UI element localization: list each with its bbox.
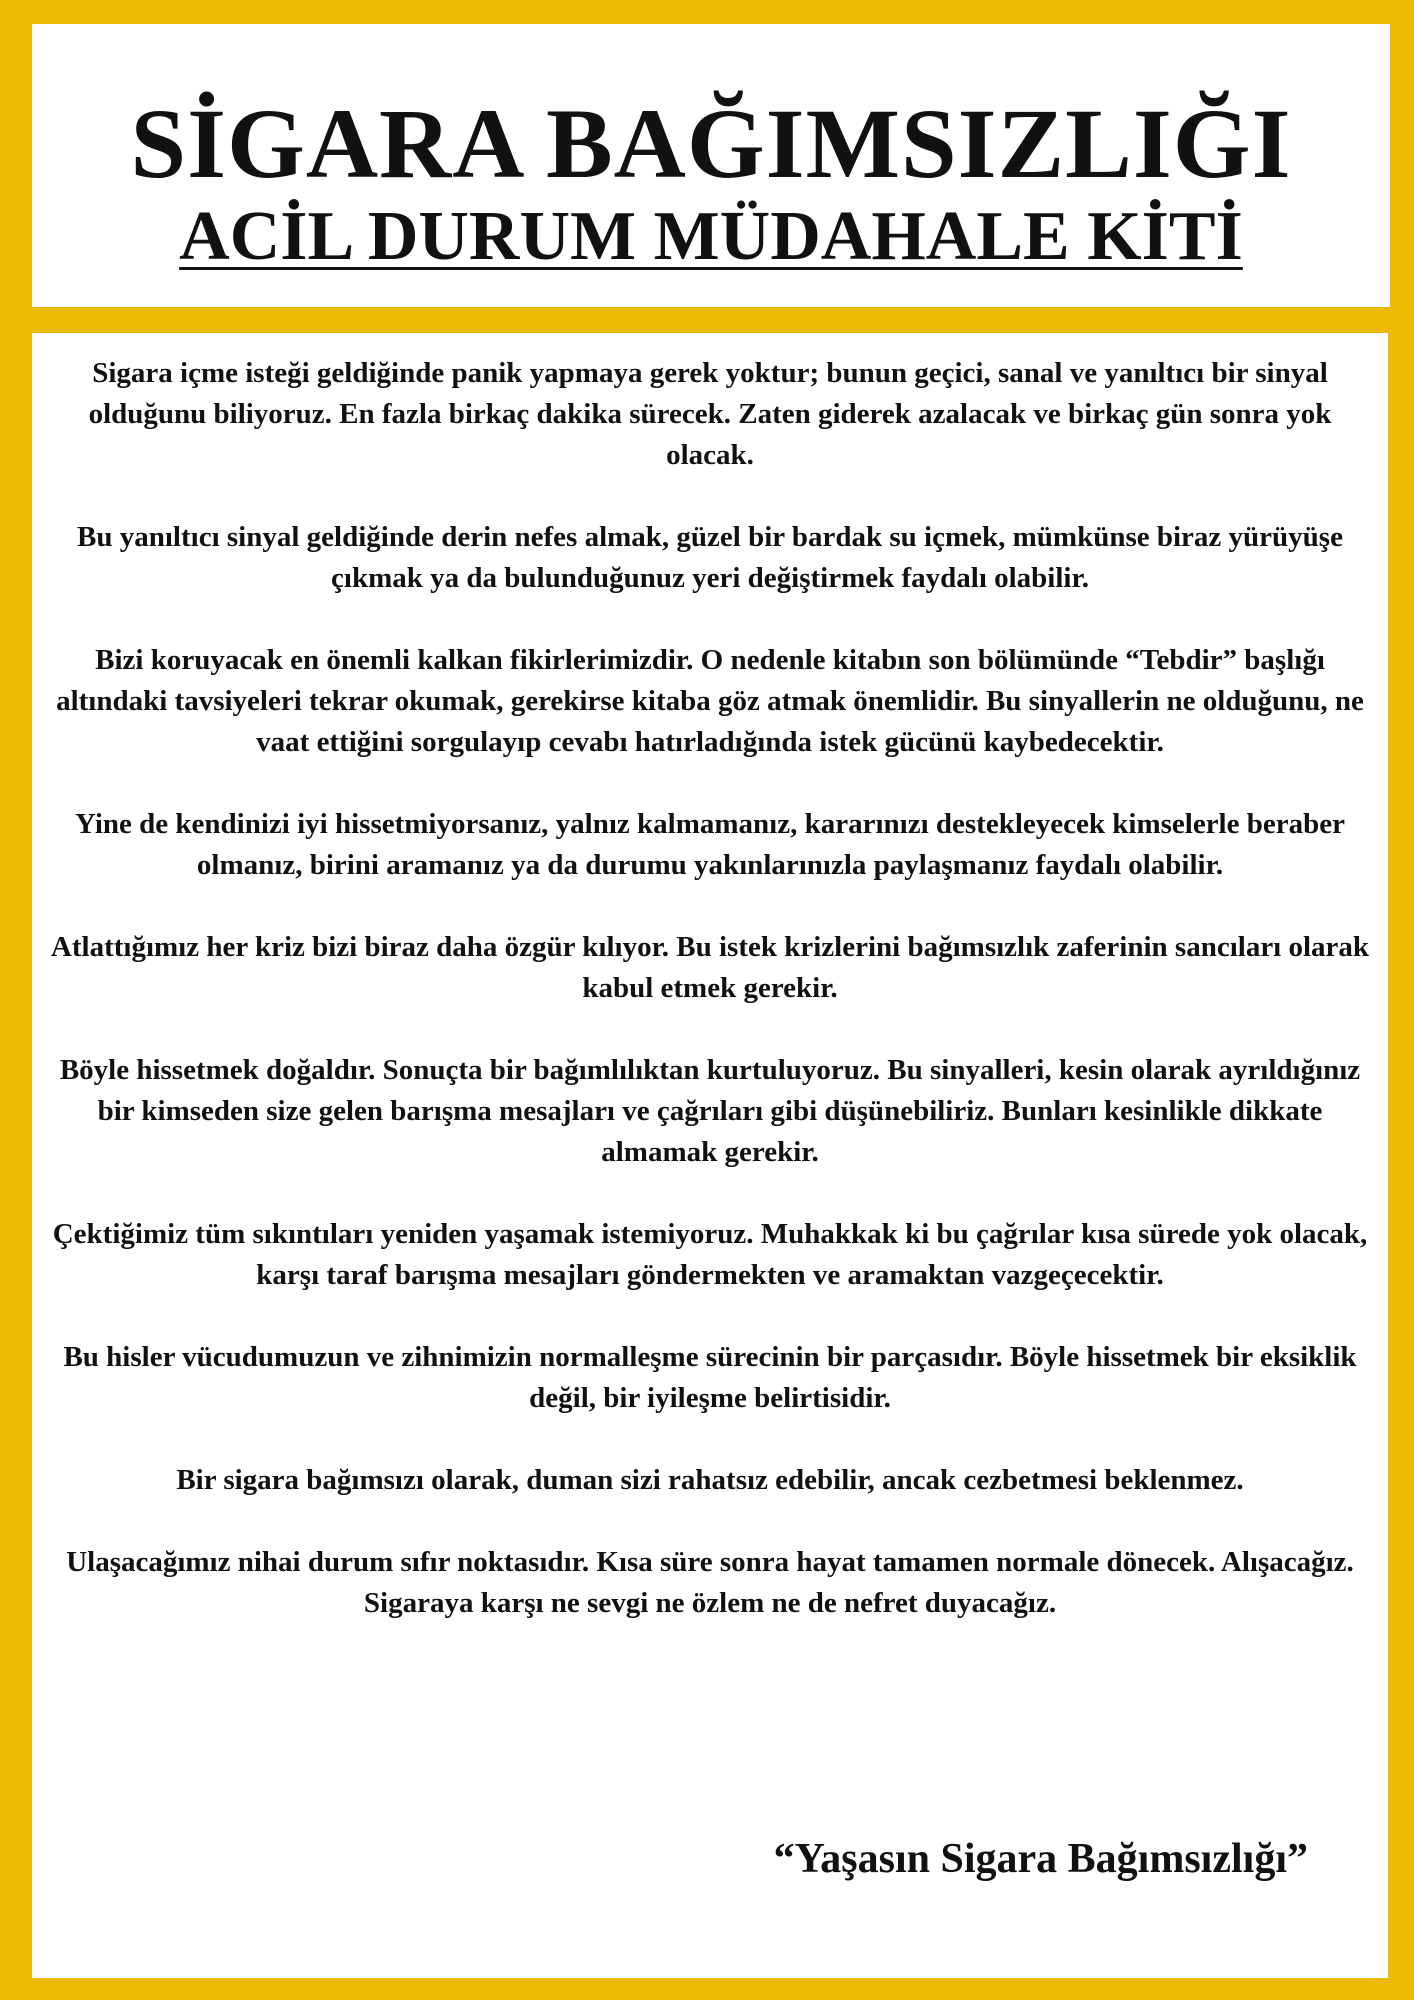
- paragraph: Bir sigara bağımsızı olarak, duman sizi rahatsız edebilir, ancak cezbetmesi beklenmez.: [176, 1464, 1244, 1496]
- content-panel: [32, 333, 1388, 1978]
- paragraph: Bu hisler vücudumuzun ve zihnimizin normalleşme sürecinin bir parçasıdır. Böyle hissetmek bir eksiklik değil, bir iyileşme belirtisidir.: [63, 1341, 1357, 1414]
- paragraph: Çektiğimiz tüm sıkıntıları yeniden yaşamak istemiyoruz. Muhakkak ki bu çağrılar kısa sürede yok olacak, karşı taraf barışma mesajları göndermekten ve aramaktan vazgeçecektir.: [52, 1218, 1368, 1291]
- page-subtitle: [32, 197, 1390, 277]
- paragraph: Ulaşacağımız nihai durum sıfır noktasıdır. Kısa süre sonra hayat tamamen normale dönecek. Alışacağız. Sigaraya karşı ne sevgi ne özlem ne de nefret duyacağız.: [66, 1546, 1354, 1619]
- paragraph: Sigara içme isteği geldiğinde panik yapmaya gerek yoktur; bunun geçici, sanal ve yanıltıcı bir sinyal olduğunu biliyoruz. En fazla birkaç dakika sürecek. Zaten giderek azalacak ve birkaç gün sonra yok olacak.: [88, 357, 1332, 471]
- header-panel: [32, 24, 1390, 307]
- paragraph: Atlattığımız her kriz bizi biraz daha özgür kılıyor. Bu istek krizlerini bağımsızlık zaferinin sancıları olarak kabul etmek gerekir.: [50, 931, 1370, 1004]
- page-subtitle-text: ACİL DURUM MÜDAHALE KİTİ: [179, 198, 1243, 275]
- paragraph: Böyle hissetmek doğaldır. Sonuçta bir bağımlılıktan kurtuluyoruz. Bu sinyalleri, kesin olarak ayrıldığınız bir kimseden size gelen barışma mesajları ve çağrıları gibi düşünebiliriz. Bunları kesinlikle dikkate almamak gerekir.: [59, 1054, 1361, 1168]
- page-title: SİGARA BAĞIMSIZLIĞI: [130, 88, 1292, 199]
- paragraph: Bu yanıltıcı sinyal geldiğinde derin nefes almak, güzel bir bardak su içmek, mümkünse biraz yürüyüşe çıkmak ya da bulunduğunuz yeri değiştirmek faydalı olabilir.: [77, 521, 1343, 594]
- closing-quote: “Yaşasın Sigara Bağımsızlığı”: [773, 1836, 1308, 1882]
- paragraph: Bizi koruyacak en önemli kalkan fikirlerimizdir. O nedenle kitabın son bölümünde “Tebdir” başlığı altındaki tavsiyeleri tekrar okumak, gerekirse kitaba göz atmak önemlidir. Bu sinyallerin ne olduğunu, ne vaat ettiğini sorgulayıp cevabı hatırladığında istek gücünü kaybedecektir.: [56, 644, 1364, 758]
- paragraph: Yine de kendinizi iyi hissetmiyorsanız, yalnız kalmamanız, kararınızı destekleyecek kimselerle beraber olmanız, birini aramanız ya da durumu yakınlarınızla paylaşmanız faydalı olabilir.: [75, 808, 1345, 881]
